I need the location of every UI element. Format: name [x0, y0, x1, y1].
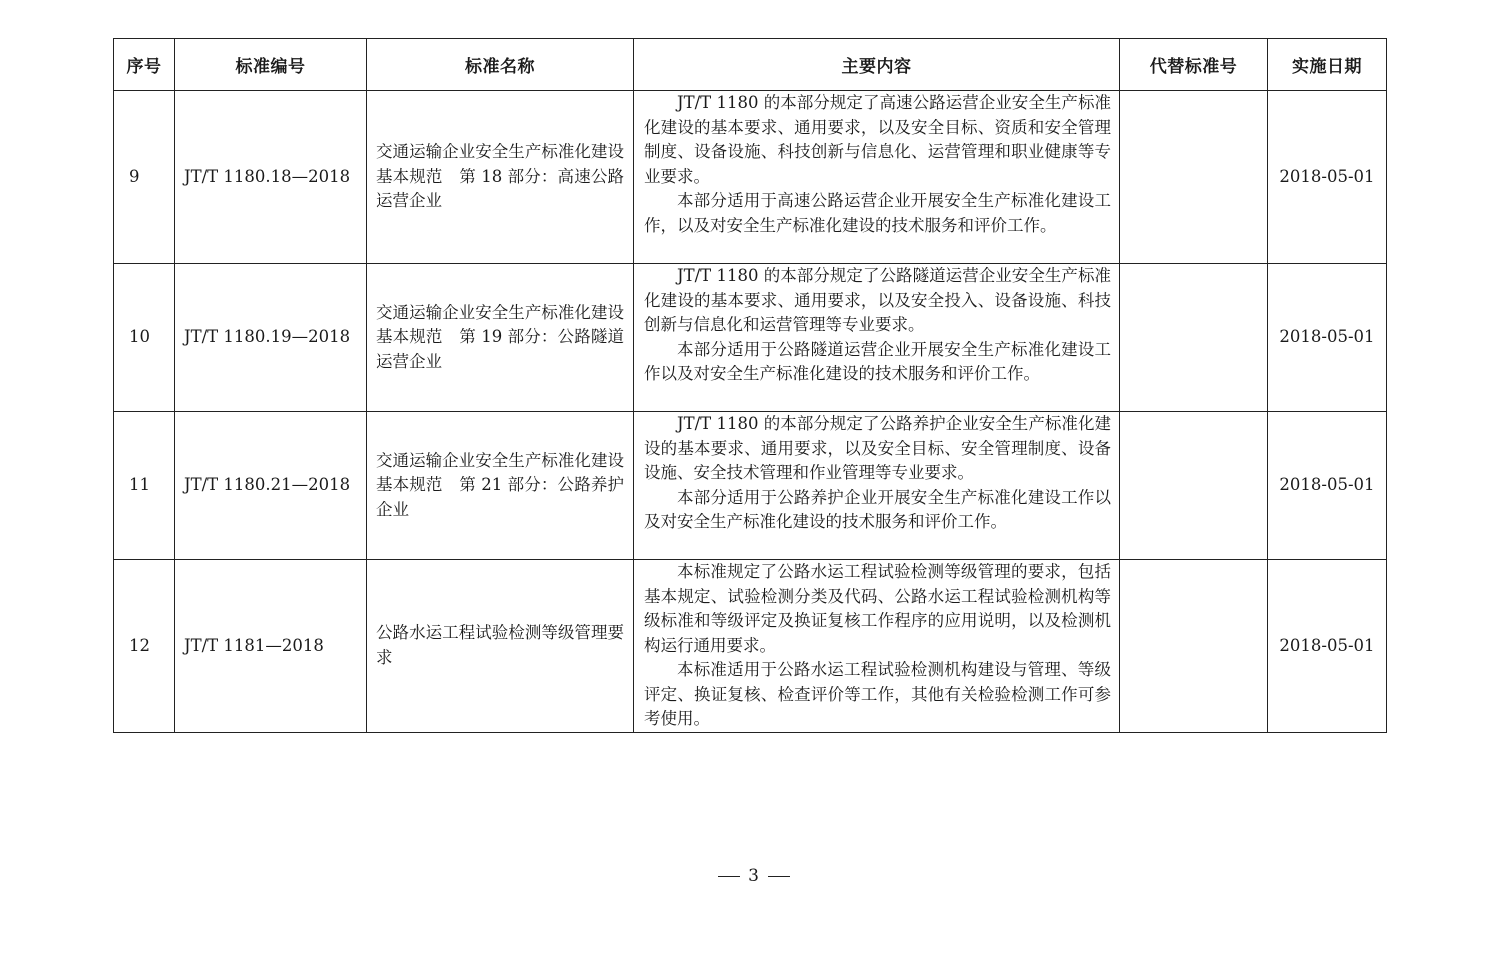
row-replace [1120, 560, 1268, 733]
row-seq: 10 [114, 264, 175, 412]
content-paragraph: 本部分适用于公路隧道运营企业开展安全生产标准化建设工作以及对安全生产标准化建设的技术服务和评价工作。 [644, 339, 1111, 383]
header-name: 标准名称 [367, 39, 634, 91]
row-date: 2018-05-01 [1268, 560, 1387, 733]
row-date: 2018-05-01 [1268, 91, 1387, 264]
row-code: JT/T 1180.19—2018 [175, 264, 367, 412]
content-paragraph: 本部分适用于高速公路运营企业开展安全生产标准化建设工作，以及对安全生产标准化建设的技术服务和评价工作。 [644, 191, 1111, 235]
row-replace [1120, 264, 1268, 412]
row-content [634, 264, 1120, 412]
row-name: 交通运输企业安全生产标准化建设基本规范 第 19 部分：公路隧道运营企业 [367, 264, 634, 412]
table-row [114, 264, 1387, 412]
table-row [114, 412, 1387, 560]
row-code: JT/T 1181—2018 [175, 560, 367, 733]
row-name: 交通运输企业安全生产标准化建设基本规范 第 18 部分：高速公路运营企业 [367, 91, 634, 264]
row-seq: 9 [114, 91, 175, 264]
row-content [634, 560, 1120, 733]
content-paragraph: 本标准适用于公路水运工程试验检测机构建设与管理、等级评定、换证复核、检查评价等工作，其他有关检验检测工作可参考使用。 [644, 660, 1111, 728]
row-code: JT/T 1180.18—2018 [175, 91, 367, 264]
row-name: 公路水运工程试验检测等级管理要求 [367, 560, 634, 733]
row-seq: 11 [114, 412, 175, 560]
row-date: 2018-05-01 [1268, 264, 1387, 412]
page-footer [0, 866, 1508, 886]
page-number: 3 [748, 866, 760, 886]
content-paragraph: JT/T 1180 的本部分规定了公路养护企业安全生产标准化建设的基本要求、通用要求，以及安全目标、安全管理制度、设备设施、安全技术管理和作业管理等专业要求。 [644, 414, 1111, 482]
header-date: 实施日期 [1268, 39, 1387, 91]
content-paragraph: 本部分适用于公路养护企业开展安全生产标准化建设工作以及对安全生产标准化建设的技术服务和评价工作。 [644, 487, 1111, 531]
row-date: 2018-05-01 [1268, 412, 1387, 560]
footer-dash-left [718, 876, 740, 878]
row-code: JT/T 1180.21—2018 [175, 412, 367, 560]
row-name: 交通运输企业安全生产标准化建设基本规范 第 21 部分：公路养护企业 [367, 412, 634, 560]
row-replace [1120, 412, 1268, 560]
table-row [114, 91, 1387, 264]
row-seq: 12 [114, 560, 175, 733]
row-content [634, 91, 1120, 264]
header-replace: 代替标准号 [1120, 39, 1268, 91]
content-paragraph: 本标准规定了公路水运工程试验检测等级管理的要求，包括基本规定、试验检测分类及代码、公路水运工程试验检测机构等级标准和等级评定及换证复核工作程序的应用说明，以及检测机构运行通用要求。 [644, 562, 1111, 655]
header-seq: 序号 [114, 39, 175, 91]
table-header-row [114, 39, 1387, 91]
content-paragraph: JT/T 1180 的本部分规定了公路隧道运营企业安全生产标准化建设的基本要求、通用要求，以及安全投入、设备设施、科技创新与信息化和运营管理等专业要求。 [644, 266, 1111, 334]
footer-dash-right [768, 876, 790, 878]
row-content [634, 412, 1120, 560]
content-paragraph: JT/T 1180 的本部分规定了高速公路运营企业安全生产标准化建设的基本要求、通用要求，以及安全目标、资质和安全管理制度、设备设施、科技创新与信息化、运营管理和职业健康等专业要求。 [644, 93, 1111, 186]
standards-table [113, 38, 1387, 733]
header-content: 主要内容 [634, 39, 1120, 91]
header-code: 标准编号 [175, 39, 367, 91]
row-replace [1120, 91, 1268, 264]
table-row [114, 560, 1387, 733]
